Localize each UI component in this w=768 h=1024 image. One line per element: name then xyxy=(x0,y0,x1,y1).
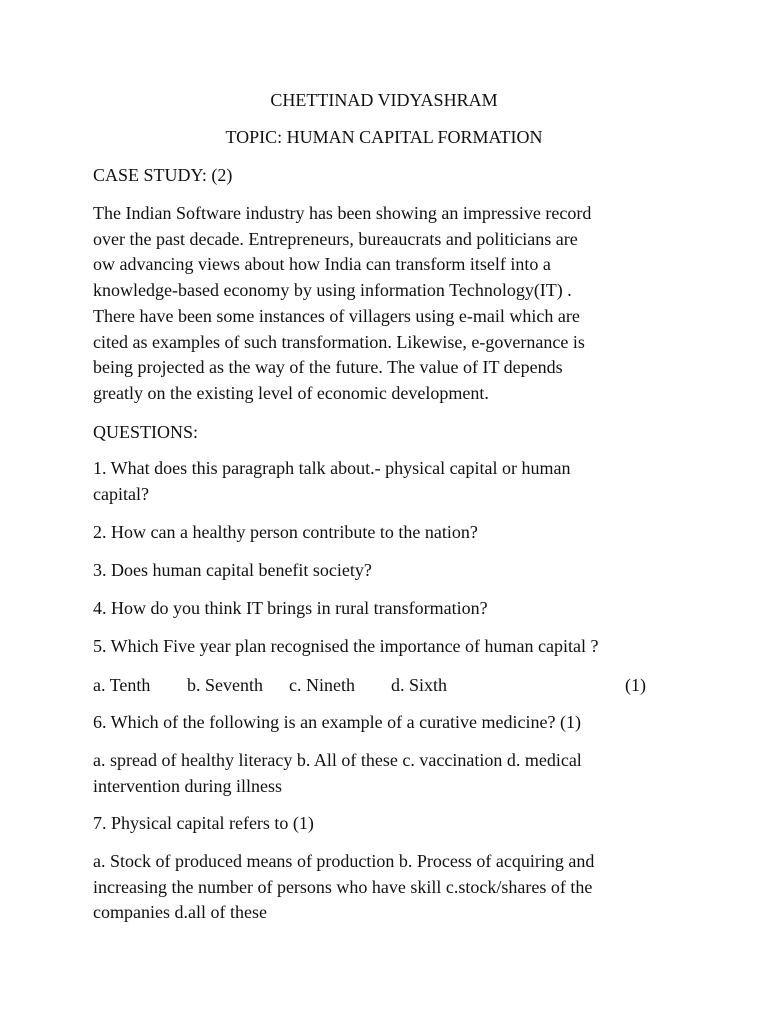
option-line: a. Stock of produced means of production b. Process of acquiring and xyxy=(93,851,595,871)
question-5-options xyxy=(93,673,693,698)
question-4: 4. How do you think IT brings in rural transformation? xyxy=(93,598,488,618)
option-line: intervention during illness xyxy=(93,775,282,796)
case-study-paragraph xyxy=(93,201,693,407)
school-name: CHETTINAD VIDYASHRAM xyxy=(270,90,498,110)
question-7: 7. Physical capital refers to (1) xyxy=(93,813,314,833)
question-7-options xyxy=(93,849,693,926)
questions-heading: QUESTIONS: xyxy=(93,422,199,442)
question-1 xyxy=(93,456,693,507)
question-line: capital? xyxy=(93,483,149,504)
option-line: increasing the number of persons who have skill c.stock/shares of the xyxy=(93,876,593,897)
question-3: 3. Does human capital benefit society? xyxy=(93,560,372,580)
question-6-options xyxy=(93,748,693,799)
option-d: d. Sixth xyxy=(391,675,448,695)
option-line: companies d.all of these xyxy=(93,902,267,923)
question-line: 1. What does this paragraph talk about.- physical capital or human xyxy=(93,458,571,478)
marks-label: (1) xyxy=(625,675,646,695)
topic-title: TOPIC: HUMAN CAPITAL FORMATION xyxy=(225,127,543,147)
paragraph-line: over the past decade. Entrepreneurs, bureaucrats and politicians are xyxy=(93,228,578,249)
option-a: a. Tenth xyxy=(93,675,151,695)
paragraph-line: cited as examples of such transformation. Likewise, e-governance is xyxy=(93,331,585,352)
case-study-label: CASE STUDY: (2) xyxy=(93,165,233,185)
paragraph-line: greatly on the existing level of economic development. xyxy=(93,382,489,403)
paragraph-line: knowledge-based economy by using information Technology(IT) . xyxy=(93,280,572,301)
option-b: b. Seventh xyxy=(187,675,263,695)
paragraph-line: The Indian Software industry has been showing an impressive record xyxy=(93,203,592,223)
paragraph-line: ow advancing views about how India can transform itself into a xyxy=(93,254,551,275)
paragraph-line: being projected as the way of the future. The value of IT depends xyxy=(93,357,563,378)
question-2: 2. How can a healthy person contribute to the nation? xyxy=(93,522,478,542)
option-line: a. spread of healthy literacy b. All of these c. vaccination d. medical xyxy=(93,750,582,770)
paragraph-line: There have been some instances of villagers using e-mail which are xyxy=(93,305,580,326)
question-5: 5. Which Five year plan recognised the importance of human capital ? xyxy=(93,636,599,656)
question-6: 6. Which of the following is an example of a curative medicine? (1) xyxy=(93,712,581,732)
option-c: c. Nineth xyxy=(289,675,355,695)
